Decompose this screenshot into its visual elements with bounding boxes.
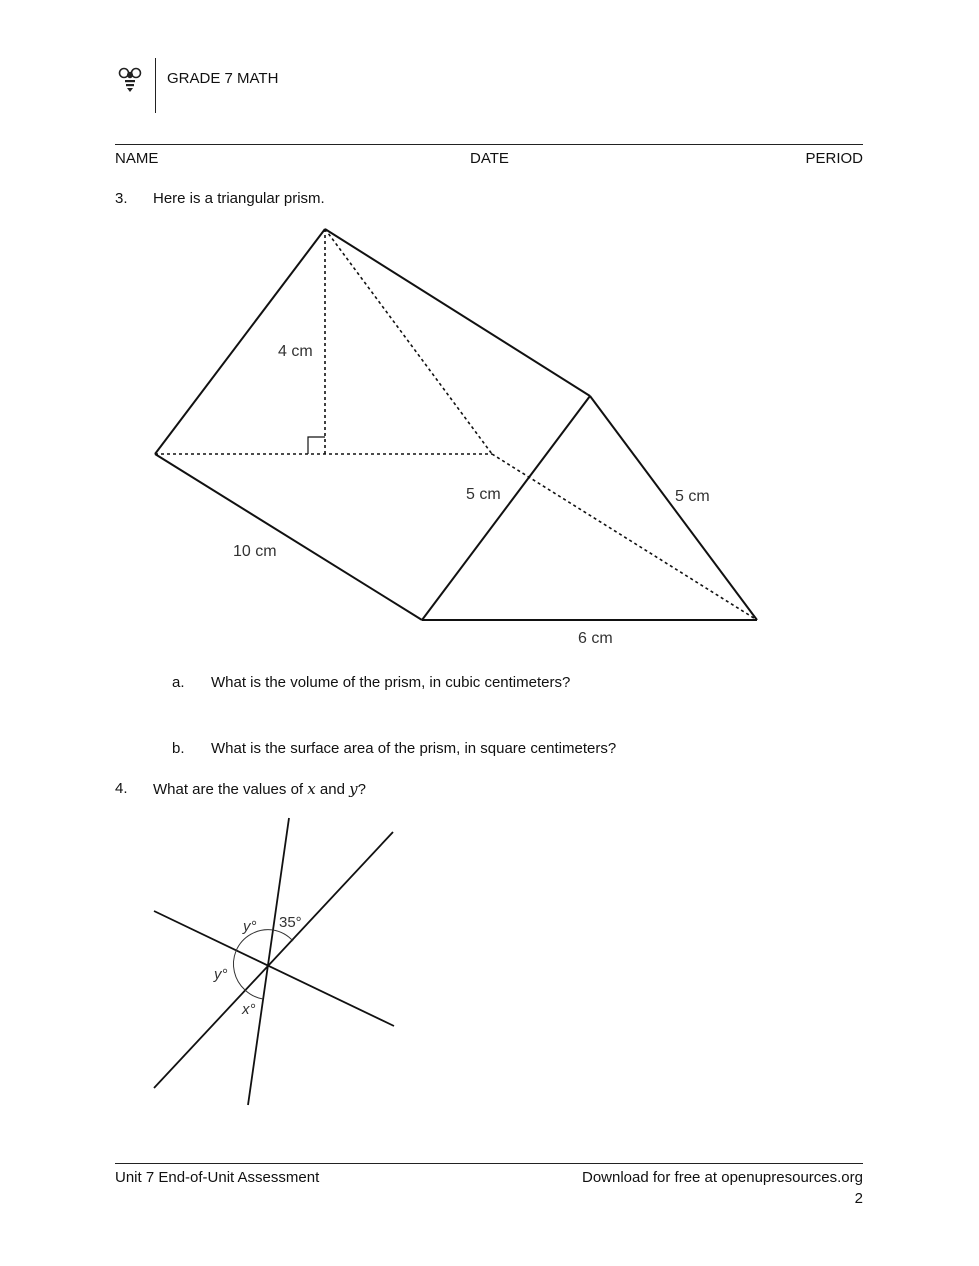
line-diagonal bbox=[154, 832, 393, 1088]
prism-hidden-edges bbox=[155, 229, 757, 620]
angle-label-y-top: y° bbox=[243, 918, 257, 935]
footer-title: Unit 7 End-of-Unit Assessment bbox=[115, 1169, 320, 1186]
prism-edge bbox=[325, 229, 590, 396]
part-a-letter: a. bbox=[172, 674, 185, 691]
prism-edge bbox=[155, 229, 325, 454]
prism-edge bbox=[590, 396, 757, 620]
prism-edge bbox=[155, 454, 422, 620]
prism-edge bbox=[422, 396, 590, 620]
page-number: 2 bbox=[854, 1190, 863, 1207]
period-label: PERIOD bbox=[805, 150, 863, 167]
question-3-prompt: Here is a triangular prism. bbox=[153, 190, 325, 207]
angle-label-y-left: y° bbox=[214, 966, 228, 983]
right-angle-marker bbox=[308, 437, 325, 454]
question-4-prompt bbox=[153, 780, 366, 799]
question-4-prompt-before: What are the values of bbox=[153, 781, 308, 798]
prism-label-length: 10 cm bbox=[233, 543, 277, 560]
question-3-number: 3. bbox=[115, 190, 128, 207]
question-4-number: 4. bbox=[115, 780, 128, 797]
part-a-text: What is the volume of the prism, in cubic centimeters? bbox=[211, 674, 571, 691]
prism-label-base: 6 cm bbox=[578, 630, 613, 647]
variable-x: x bbox=[307, 780, 316, 798]
footer-download-link[interactable]: Download for free at openupresources.org bbox=[581, 1169, 863, 1186]
line-steep bbox=[248, 818, 289, 1105]
course-title: GRADE 7 MATH bbox=[167, 70, 279, 87]
angle-arc-x bbox=[245, 990, 263, 999]
angle-arc-y-left bbox=[233, 951, 245, 990]
prism-label-height: 4 cm bbox=[278, 343, 313, 360]
angle-label-35: 35° bbox=[279, 914, 302, 931]
triangular-prism-figure bbox=[155, 229, 757, 620]
intersecting-lines-figure bbox=[154, 818, 394, 1105]
prism-label-slant-outer: 5 cm bbox=[675, 488, 710, 505]
prism-label-slant-inner: 5 cm bbox=[466, 486, 501, 503]
name-label: NAME bbox=[115, 150, 159, 167]
part-b-text: What is the surface area of the prism, in square centimeters? bbox=[211, 740, 617, 757]
angle-arc-35 bbox=[273, 930, 293, 941]
variable-y: y bbox=[349, 780, 358, 798]
footer-rule bbox=[115, 1163, 863, 1164]
angle-label-x: x° bbox=[242, 1001, 256, 1018]
question-4-prompt-after: ? bbox=[357, 781, 366, 798]
part-b-letter: b. bbox=[172, 740, 185, 757]
prism-hidden-edge bbox=[325, 229, 492, 454]
prism-hidden-edge bbox=[492, 454, 757, 620]
date-label: DATE bbox=[470, 150, 509, 167]
question-4-prompt-and: and bbox=[315, 781, 350, 798]
